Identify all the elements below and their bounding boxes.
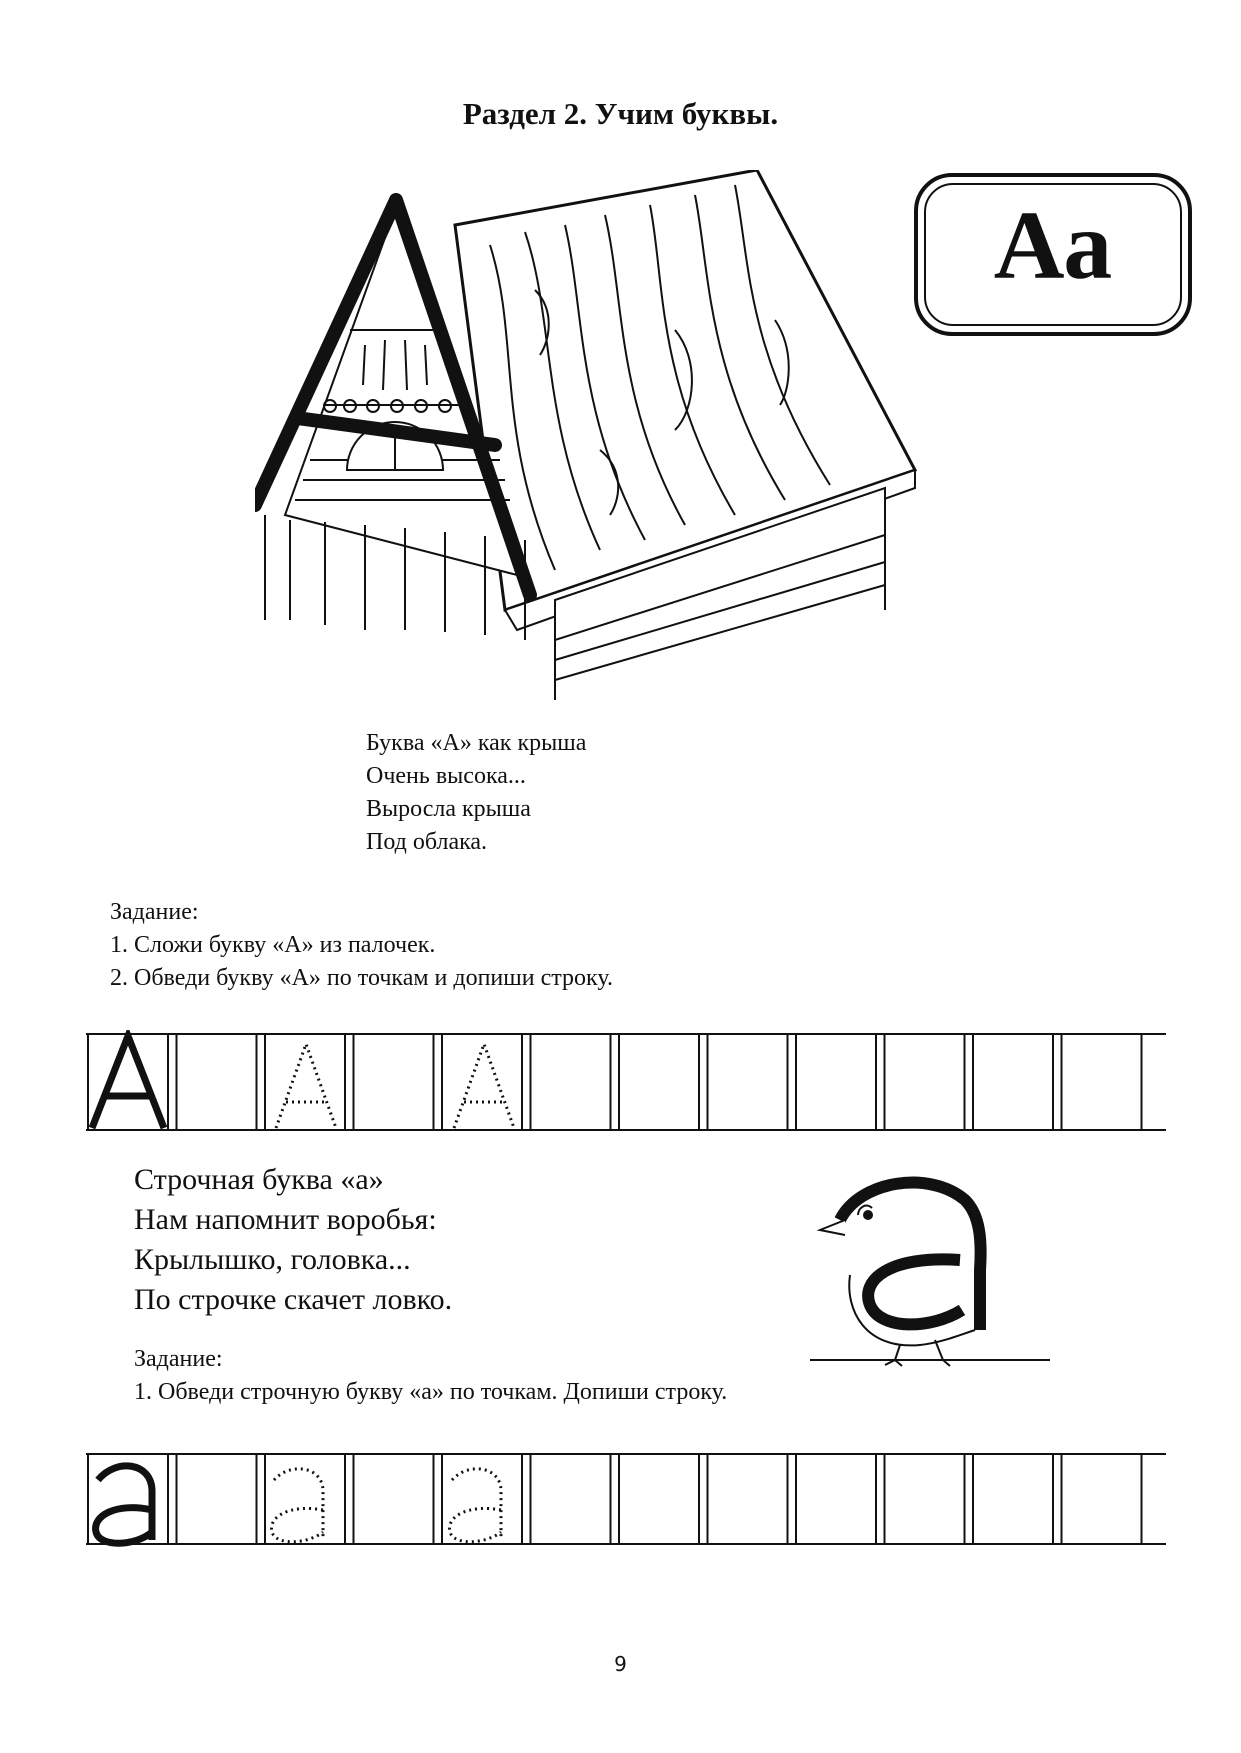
- poem-line: Под облака.: [366, 829, 488, 855]
- poem-line: Строчная буква «а»: [134, 1163, 384, 1196]
- writing-cell: [265, 1454, 345, 1544]
- writing-cell: [177, 1034, 257, 1130]
- sparrow-letter-a-illustration: [810, 1160, 1060, 1375]
- lowercase-writing-row: [86, 1450, 1166, 1550]
- page-title: Раздел 2. Учим буквы.: [462, 96, 779, 131]
- poem-line: Буква «А» как крыша: [366, 730, 587, 756]
- writing-cell: [708, 1454, 788, 1544]
- writing-cell: [796, 1034, 876, 1130]
- writing-cell: [442, 1454, 522, 1544]
- page-number: 9: [614, 1652, 627, 1676]
- writing-cell: [885, 1454, 965, 1544]
- uppercase-writing-row: [86, 1030, 1166, 1136]
- poem-line: Крылышко, головка...: [134, 1243, 411, 1276]
- writing-cell: [354, 1034, 434, 1130]
- task-item: 2. Обведи букву «А» по точкам и допиши строку.: [110, 965, 613, 991]
- poem-line: Выросла крыша: [366, 796, 531, 822]
- writing-cell: [885, 1034, 965, 1130]
- writing-cell: [177, 1454, 257, 1544]
- letter-badge-text: Аа: [993, 192, 1113, 300]
- writing-cell: [708, 1034, 788, 1130]
- poem-line: Очень высока...: [366, 763, 526, 789]
- house-illustration: [255, 170, 935, 700]
- writing-cell: [973, 1454, 1053, 1544]
- writing-cell: [531, 1454, 611, 1544]
- writing-cell: [619, 1034, 699, 1130]
- poem-line: Нам напомнит воробья:: [134, 1203, 437, 1236]
- writing-cell: [619, 1454, 699, 1544]
- writing-cell: [354, 1454, 434, 1544]
- writing-cell: [973, 1034, 1053, 1130]
- task-heading: Задание:: [110, 899, 199, 925]
- task-heading: Задание:: [134, 1346, 223, 1372]
- writing-cell: [1062, 1454, 1142, 1544]
- task-item: 1. Обведи строчную букву «а» по точкам. Допиши строку.: [134, 1379, 728, 1405]
- poem-line: По строчке скачет ловко.: [134, 1283, 453, 1316]
- task-item: 1. Сложи букву «А» из палочек.: [110, 932, 436, 958]
- writing-cell: [1062, 1034, 1142, 1130]
- writing-cell: [796, 1454, 876, 1544]
- writing-cell: [531, 1034, 611, 1130]
